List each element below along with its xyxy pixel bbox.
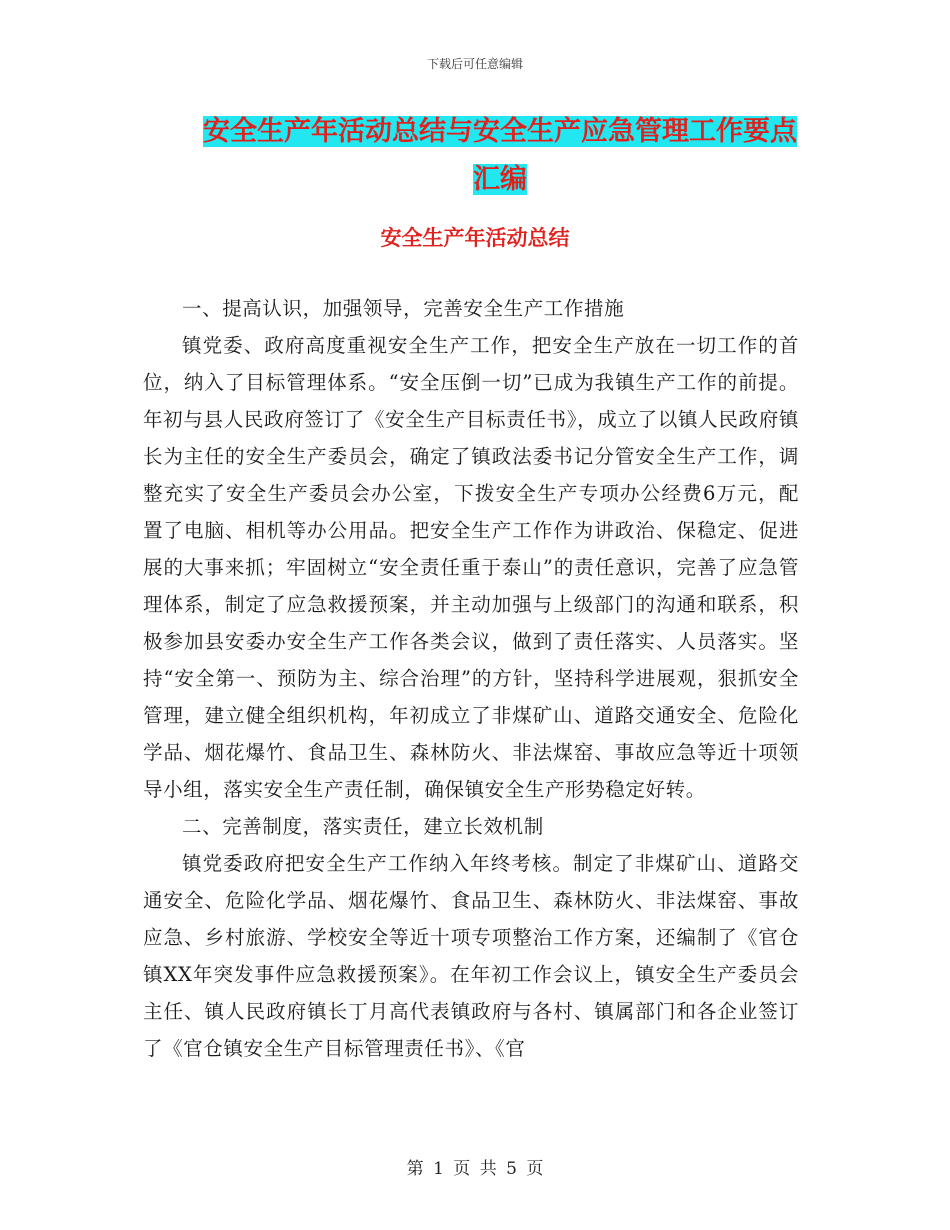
section-title: 安全生产年活动总结	[380, 225, 570, 250]
paragraph-heading-1: 一、提高认识，加强领导，完善安全生产工作措施	[182, 297, 625, 320]
header-note: 下载后可任意编辑	[426, 57, 523, 71]
page-number-footer: 第 1 页 共 5 页	[406, 1159, 544, 1179]
paragraph: 镇党委、政府高度重视安全生产工作，把安全生产放在一切工作的首位，纳入了目标管理体系。“安全压倒一切”已成为我镇生产工作的前提。年初与县人民政府签订了《安全生产目标责任书》，成立了以镇人民政府镇长为主任的安全生产委员会，确定了镇政法委书记分管安全生产工作，调整充实了安全生产委员会办公室，下拨安全生产专项办公经费6万元，配置了电脑、相机等办公用品。把安全生产工作作为讲政治、保稳定、促进展的大事来抓；牢固树立“安全责任重于泰山”的责任意识，完善了应急管理体系，制定了应急救援预案，并主动加强与上级部门的沟通和联系，积极参加县安委办安全生产工作各类会议，做到了责任落实、人员落实。坚持“安全第一、预防为主、综合治理”的方针，坚持科学进展观，狠抓安全管理，建立健全组织机构，年初成立了非煤矿山、道路交通安全、危险化学品、烟花爆竹、食品卫生、森林防火、非法煤窑、事故应急等近十项领导小组，落实安全生产责任制，确保镇安全生产形势稳定好转。	[143, 334, 799, 801]
document-title-text: 安全生产年活动总结与安全生产应急管理工作要点汇编	[203, 116, 797, 195]
document-title	[195, 108, 805, 204]
paragraph: 镇党委政府把安全生产工作纳入年终考核。制定了非煤矿山、道路交通安全、危险化学品、烟花爆竹、食品卫生、森林防火、非法煤窑、事故应急、乡村旅游、学校安全等近十项专项整治工作方案，还编制了《官仓镇XX年突发事件应急救援预案》。在年初工作会议上，镇安全生产委员会主任、镇人民政府镇长丁月高代表镇政府与各村、镇属部门和各企业签订了《官仓镇安全生产目标管理责任书》、《官	[143, 852, 799, 1060]
document-body	[143, 290, 799, 1067]
paragraph-heading-2: 二、完善制度，落实责任，建立长效机制	[182, 815, 544, 838]
